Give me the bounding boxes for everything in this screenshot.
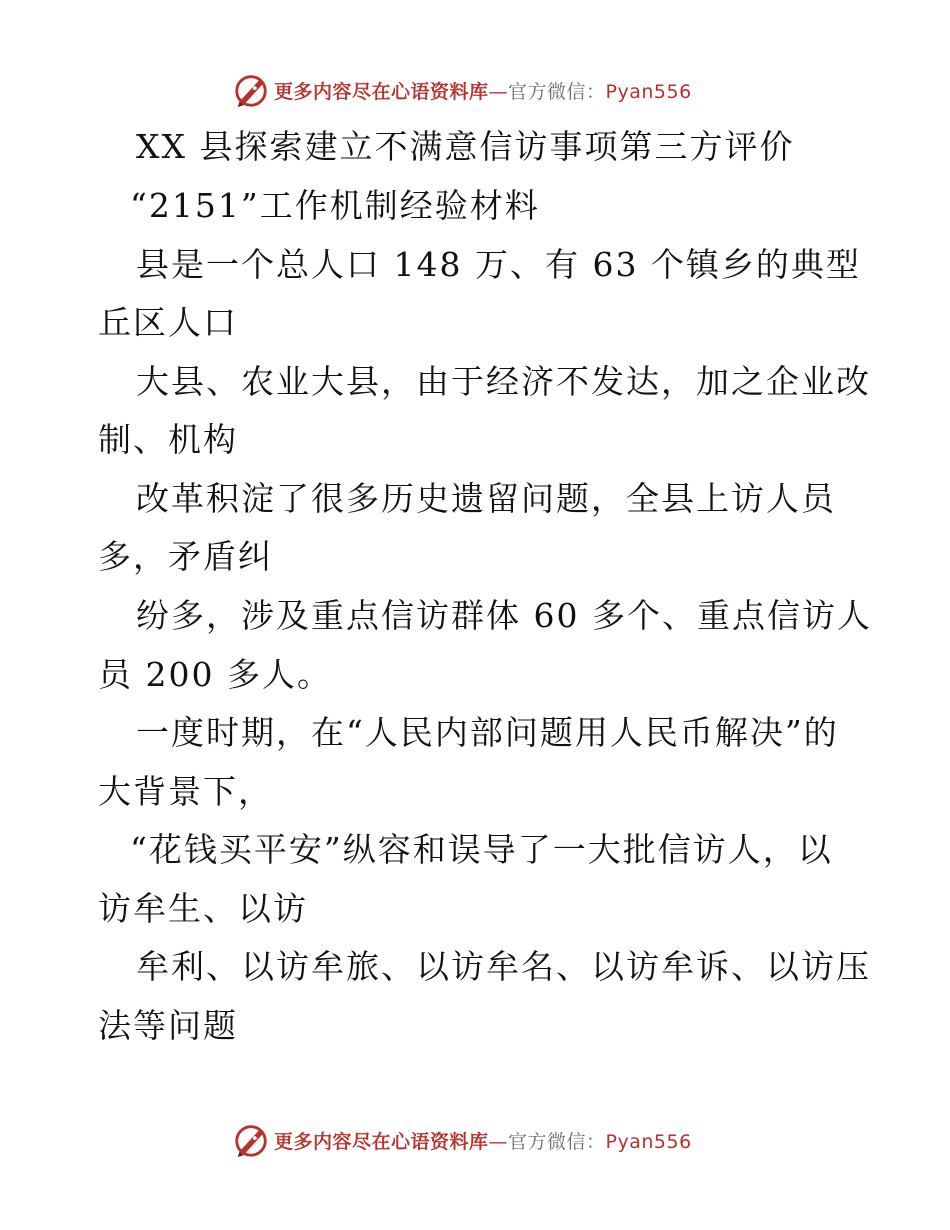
paragraph-line: 制、机构 bbox=[98, 420, 238, 459]
paragraph-line: 员 200 多人。 bbox=[98, 655, 332, 694]
pen-logo-icon bbox=[232, 71, 270, 109]
banner-main-text: 更多内容尽在心语资料库 bbox=[274, 80, 489, 103]
banner-wechat-id: Pyan556 bbox=[605, 1130, 692, 1153]
paragraph-line: 纷多，涉及重点信访群体 60 多个、重点信访人 bbox=[136, 596, 872, 635]
document-title-line2: “2151”工作机制经验材料 bbox=[130, 186, 540, 225]
banner-wechat-label: 官方微信： bbox=[508, 80, 606, 103]
header-banner-text bbox=[274, 77, 692, 104]
paragraph-line: 牟利、以访牟旅、以访牟名、以访牟诉、以访压 bbox=[136, 947, 871, 986]
header-banner bbox=[232, 70, 692, 110]
paragraph-line: 改革积淀了很多历史遗留问题，全县上访人员 bbox=[136, 479, 836, 518]
paragraph-line: “花钱买平安”纵容和误导了一大批信访人，以 bbox=[130, 830, 833, 869]
banner-main-text: 更多内容尽在心语资料库 bbox=[274, 1130, 489, 1153]
banner-wechat-id: Pyan556 bbox=[605, 80, 692, 103]
paragraph-line: 大背景下， bbox=[98, 772, 273, 811]
paragraph-line: 法等问题 bbox=[98, 1006, 238, 1045]
paragraph-line: 县是一个总人口 148 万、有 63 个镇乡的典型 bbox=[136, 245, 861, 284]
paragraph-line: 访牟生、以访 bbox=[98, 889, 308, 928]
document-title-line1: XX 县探索建立不满意信访事项第三方评价 bbox=[136, 127, 795, 166]
footer-banner-text bbox=[274, 1127, 692, 1154]
pen-logo-icon bbox=[232, 1121, 270, 1159]
banner-wechat-label: 官方微信： bbox=[508, 1130, 606, 1153]
footer-banner bbox=[232, 1120, 692, 1160]
paragraph-line: 一度时期，在“人民内部问题用人民币解决”的 bbox=[136, 713, 839, 752]
paragraph-line: 丘区人口 bbox=[98, 303, 238, 342]
banner-separator: — bbox=[488, 80, 509, 103]
banner-separator: — bbox=[488, 1130, 509, 1153]
paragraph-line: 多，矛盾纠 bbox=[98, 537, 273, 576]
paragraph-line: 大县、农业大县，由于经济不发达，加之企业改 bbox=[136, 362, 871, 401]
